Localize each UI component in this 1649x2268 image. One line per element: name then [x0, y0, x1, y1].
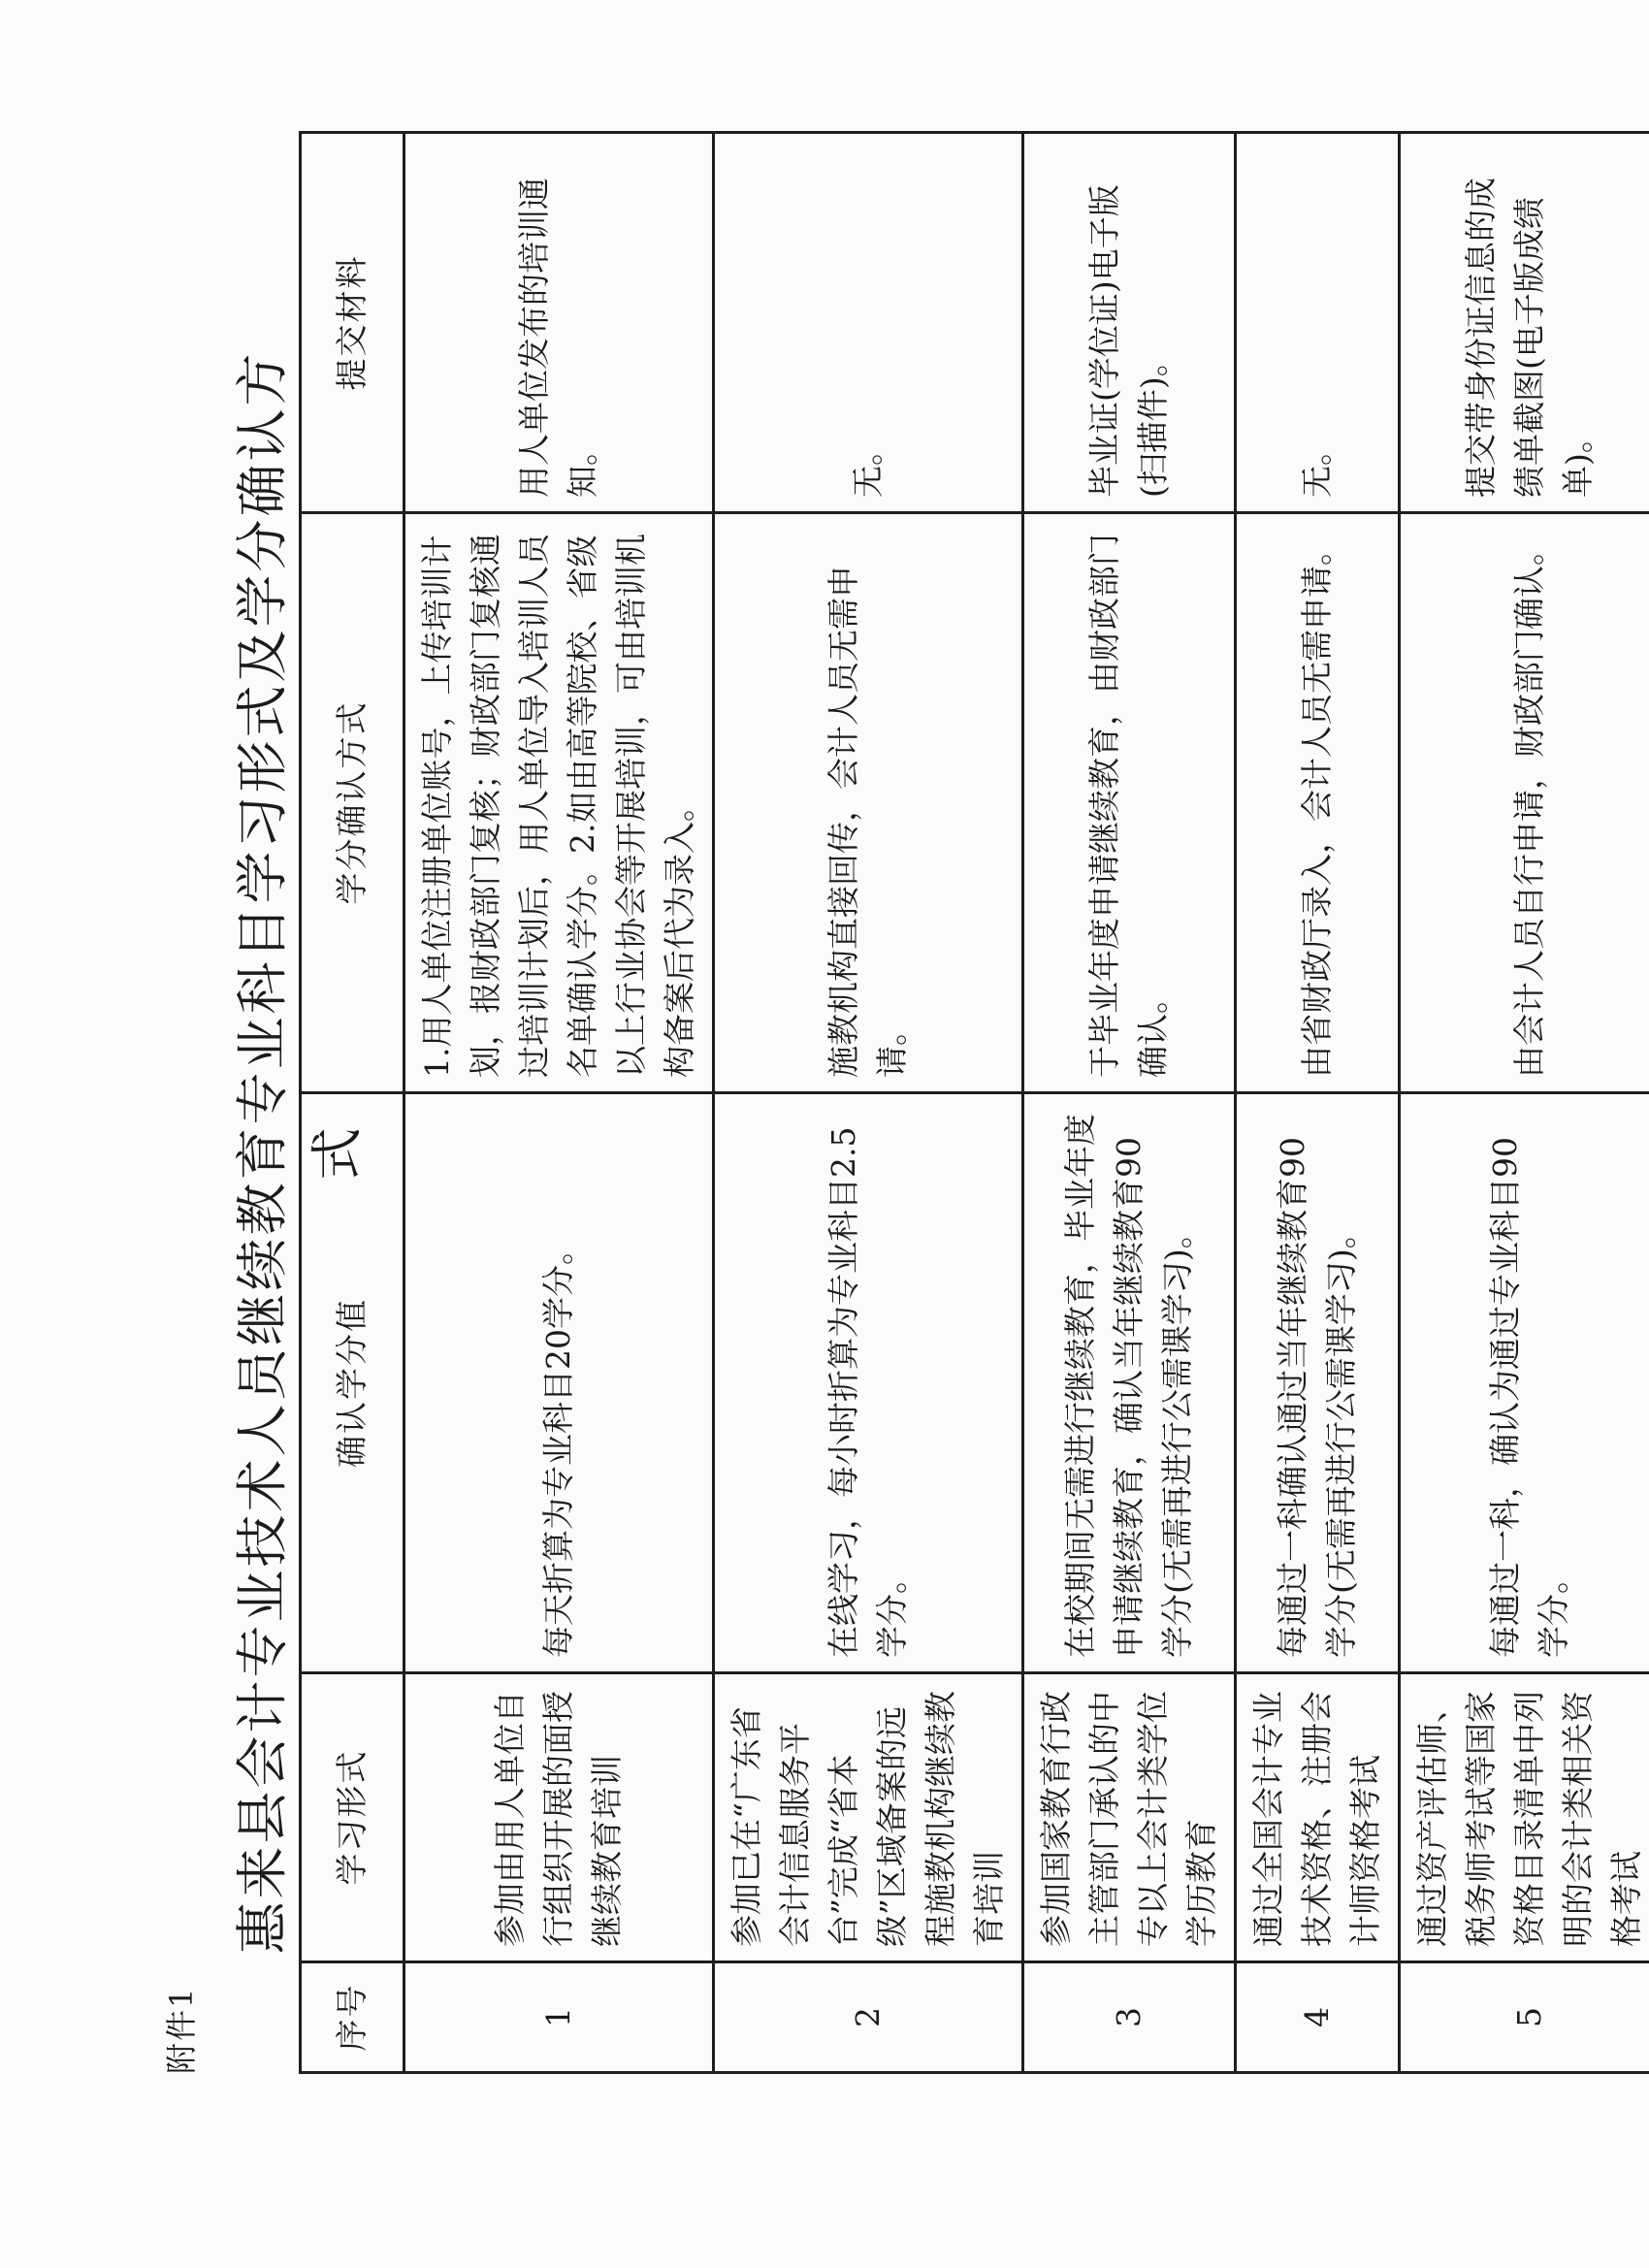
- row-no: 2: [714, 1962, 1023, 2073]
- row-confirm-method: 施教机构直接回传，会计人员无需申请。: [714, 513, 1023, 1093]
- table-row: [404, 133, 714, 2073]
- row-credit-value: 每通过一科，确认为通过专业科目90学分。: [1400, 1093, 1649, 1673]
- row-no: 4: [1236, 1962, 1400, 2073]
- row-study-form: 通过资产评估师、税务师考试等国家资格目录清单中列明的会计类相关资格考试: [1400, 1673, 1649, 1962]
- row-no: 5: [1400, 1962, 1649, 2073]
- row-study-form: 参加国家教育行政主管部门承认的中专以上会计类学位学历教育: [1023, 1673, 1236, 1962]
- table-header-row: [301, 133, 404, 2073]
- row-no: 1: [404, 1962, 714, 2073]
- header-study-form: 学习形式: [301, 1673, 404, 1962]
- row-confirm-method: 由会计人员自行申请，财政部门确认。: [1400, 513, 1649, 1093]
- table-row: [1236, 133, 1400, 2073]
- row-study-form: 通过全国会计专业技术资格、注册会计师资格考试: [1236, 1673, 1400, 1962]
- row-no: 3: [1023, 1962, 1236, 2073]
- row-materials: 用人单位发布的培训通知。: [404, 133, 714, 513]
- attachment-label: 附件1: [163, 1986, 200, 2074]
- header-confirm-method: 学分确认方式: [301, 513, 404, 1093]
- row-confirm-method: 1.用人单位注册单位账号，上传培训计划，报财政部门复核；财政部门复核通过培训计划后，用人单位导入培训人员名单确认学分。2.如由高等院校、省级以上行业协会等开展培训，可由培训机构备案后代为录入。: [404, 513, 714, 1093]
- row-credit-value: 每天折算为专业科目20学分。: [404, 1093, 714, 1673]
- header-materials: 提交材料: [301, 133, 404, 513]
- row-credit-value: 在线学习，每小时折算为专业科目2.5学分。: [714, 1093, 1023, 1673]
- row-credit-value: 在校期间无需进行继续教育，毕业年度申请继续教育，确认当年继续教育90学分(无需再进行公需课学习)。: [1023, 1093, 1236, 1673]
- row-materials: 毕业证(学位证)电子版(扫描件)。: [1023, 133, 1236, 513]
- row-materials: 提交带身份证信息的成绩单截图(电子版成绩单)。: [1400, 133, 1649, 513]
- header-no: 序号: [301, 1962, 404, 2073]
- row-study-form: 参加由用人单位自行组织开展的面授继续教育培训: [404, 1673, 714, 1962]
- page-title: 惠来县会计专业技术人员继续教育专业科目学习形式及学分确认方式: [232, 350, 368, 1955]
- table-row: [1400, 133, 1649, 2073]
- credit-table: [299, 131, 1649, 2074]
- table-row: [1023, 133, 1236, 2073]
- table-row: [714, 133, 1023, 2073]
- row-study-form: 参加已在“广东省会计信息服务平台”完成“省本级”区域备案的远程施教机构继续教育培训: [714, 1673, 1023, 1962]
- header-credit-value: 确认学分值: [301, 1093, 404, 1673]
- row-confirm-method: 由省财政厅录入，会计人员无需申请。: [1236, 513, 1400, 1093]
- row-confirm-method: 于毕业年度申请继续教育，由财政部门确认。: [1023, 513, 1236, 1093]
- row-credit-value: 每通过一科确认通过当年继续教育90学分(无需再进行公需课学习)。: [1236, 1093, 1400, 1673]
- row-materials: 无。: [714, 133, 1023, 513]
- row-materials: 无。: [1236, 133, 1400, 513]
